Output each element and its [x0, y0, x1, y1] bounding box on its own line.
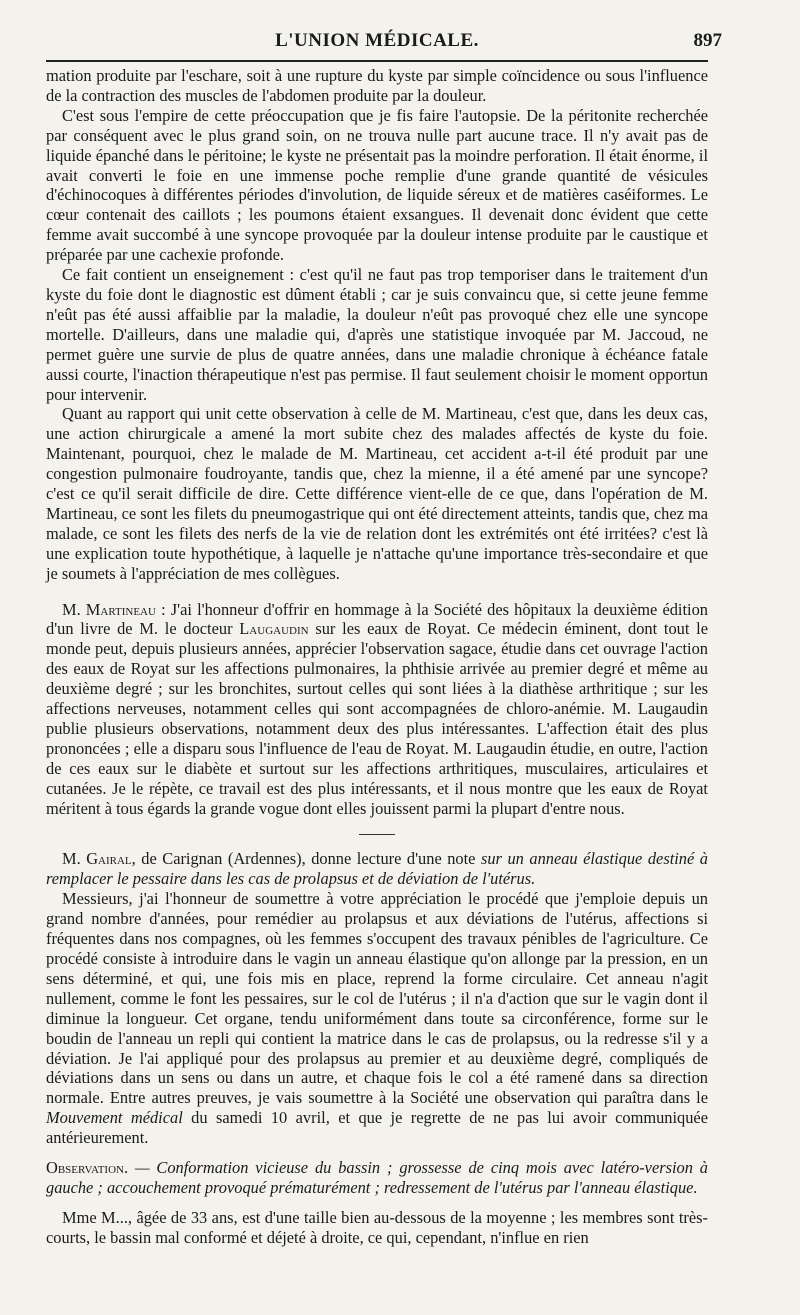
paragraph-text: de Carignan (Ardennes), donne lecture d'une note [135, 849, 481, 869]
note-title: sur un anneau élastique destiné à remplacer le pessaire dans les cas de prolapsus et de déviation de l'utérus. [46, 849, 708, 889]
observation-label: Observation. [46, 1158, 129, 1178]
gairal-paragraph [46, 889, 708, 1148]
journal-title: L'UNION MÉDICALE. [275, 30, 479, 51]
paragraph: Quant au rapport qui unit cette observation à celle de M. Martineau, c'est que, dans les deux cas, une action chirurgicale a amené la mort subite chez des malades affectés de kyste du foie. Maintenant, pourquoi, chez le malade de M. Martineau, cet accident a-t-il été produit par une congestion pulmonaire foudroyante, tandis que, chez la mienne, il a été amené par une syncope? c'est ce qu'il serait difficile de dire. Cette différence vient-elle de ce que, dans l'opération de M. Martineau, ce sont les filets du pneumogastrique qui ont été directement atteints, tandis que, chez ma malade, ce sont les filets des nerfs de la vie de relation dont les extrémités ont été irritées? c'est là une explication toute hypothétique, à laquelle je n'attache qu'une importance très-secondaire et que je soumets à l'appréciation de mes collègues. [46, 404, 708, 583]
section-separator [46, 824, 708, 844]
paragraph: Ce fait contient un enseignement : c'est qu'il ne faut pas trop temporiser dans le traitement d'un kyste du foie dont le diagnostic est dûment établi ; car je suis convaincu que, si cette jeune femme n'eût pas été aussi affaiblie par la maladie, la douleur n'eût pas provoqué chez elle une syncope mortelle. D'ailleurs, dans une maladie qui, d'après une statistique invoquée par M. Jaccoud, ne permet guère une survie de plus de quatre années, dans une maladie chronique à échéance fatale aussi courte, l'inaction thérapeutique n'est pas permise. Il faut seulement choisir le moment opportun pour intervenir. [46, 265, 708, 404]
paragraph-text: du samedi 10 avril, et que je regrette de ne pas lui avoir communiquée antérieurement. [46, 1108, 708, 1148]
martineau-paragraph [46, 600, 708, 819]
header-rule [46, 60, 708, 62]
speaker-name: M. Gairal, [62, 849, 136, 869]
gairal-heading [46, 849, 708, 889]
abbr-madame: Mme [62, 1207, 97, 1227]
observation-heading [46, 1158, 708, 1198]
article-body [46, 66, 708, 1248]
journal-name: Mouvement médical [46, 1108, 183, 1128]
observation-paragraph [46, 1208, 708, 1248]
section-gap [46, 584, 708, 600]
paragraph-text: Messieurs, j'ai l'honneur de soumettre à votre appréciation le procédé que j'emploie depuis un grand nombre d'années, pour remédier au prolapsus et aux déviations de l'utérus, affections si fréquentes dans nos compagnes, où les femmes s'occupent des travaux pénibles de l'agriculture. Ce procédé consiste à introduire dans le vagin un anneau élastique qu'on allonge par la pression, en un sens déterminé, et qui, une fois mis en place, reprend la forme circulaire. Cet anneau n'agit nullement, comme le font les pessaires, sur le col de l'utérus ; il n'a d'action que sur le vagin dont il diminue la longueur. Cet organe, tendu uniformément dans toute sa circonférence, forme sur le boudin de l'anneau un repli qui contient la matrice dans le cas de prolapsus, ou la redresse s'il y a déviation. Je l'ai appliqué pour des prolapsus au premier et au deuxième degré, compliqués de déviations dans un sens ou dans un autre, et chaque fois le col a été ramené dans sa direction normale. Entre autres preuves, je vais soumettre à la Société une observation qui paraîtra dans le [46, 889, 708, 1108]
paragraph-text: M..., âgée de 33 ans, est d'une taille bien au-dessous de la moyenne ; les membres sont très-courts, le bassin mal conformé et déjeté à droite, ce qui, cependant, n'influe en rien [46, 1207, 708, 1247]
section-gap [46, 1148, 708, 1158]
running-header [46, 28, 722, 54]
section-gap [46, 1198, 708, 1208]
observation-title: — Conformation vicieuse du bassin ; grossesse de cinq mois avec latéro-version à gauche ; accouchement provoqué prématurément ; redressement de l'utérus par l'anneau élastique. [46, 1158, 708, 1197]
paragraph: mation produite par l'eschare, soit à une rupture du kyste par simple coïncidence ou sous l'influence de la contraction des muscles de l'abdomen produite par la douleur. [46, 66, 708, 105]
speaker-name: M. Martineau : [62, 599, 166, 619]
page-number: 897 [693, 30, 722, 51]
author-name: Laugaudin [239, 619, 309, 639]
paragraph-text: J'ai l'honneur d'offrir en hommage à la Société des hôpitaux la deuxième édition d'un livre de M. le docteur [46, 599, 708, 639]
paragraph-text: sur les eaux de Royat. Ce médecin éminent, dont tout le monde peut, depuis plusieurs années, apprécier l'observation sagace, étudie dans cet ouvrage l'action des eaux de Royat sur les affections pulmonaires, la phthisie arrivée au premier degré et même au deuxième degré ; sur les bronchites, surtout celles qui sont liées à la diathèse arthritique ; sur les affections nerveuses, notamment celles qui sont accompagnées de chloro-anémie. M. Laugaudin publie plusieurs observations, notamment deux des plus intéressantes. L'affection était des plus prononcées ; elle a disparu sous l'influence de l'eau de Royat. M. Laugaudin étudie, en outre, l'action de ces eaux sur le diabète et surtout sur les affections arthritiques, musculaires, articulaires et cutanées. Je le répète, ce travail est des plus intéressants, et il nous montre que les eaux de Royat méritent à tous égards la grande vogue dont elles jouissent parmi la plupart d'entre nous. [46, 619, 709, 818]
paragraph: C'est sous l'empire de cette préoccupation que je fis faire l'autopsie. De la péritonite recherchée par conséquent avec le plus grand soin, on ne trouva nulle part aucune trace. Il n'y avait pas de liquide épanché dans le péritoine; le kyste ne présentait pas la moindre perforation. Il était énorme, il avait converti le foie en une immense poche remplie d'une grande quantité de vésicules d'échinocoques à différentes périodes d'involution, de liquide séreux et de matières caséiformes. Le cœur contenait des caillots ; les poumons étaient exsangues. Il devenait donc évident que cette femme avait succombé à une syncope provoquée par la douleur intense produite par le caustique et préparée par une cachexie profonde. [46, 105, 708, 265]
